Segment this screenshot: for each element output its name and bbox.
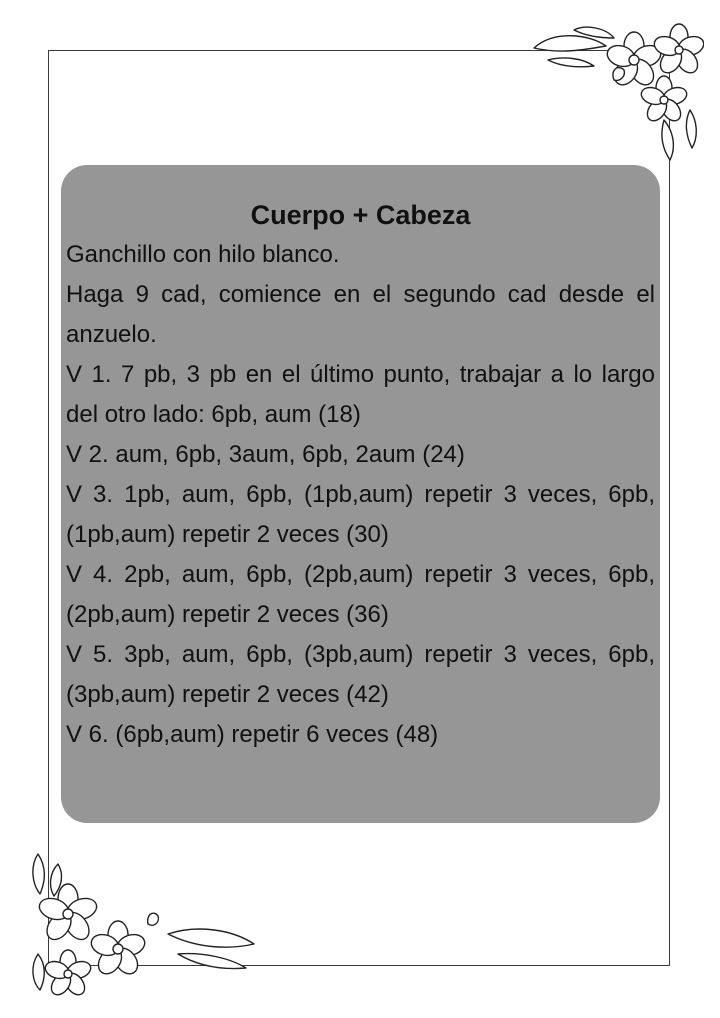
instruction-line: V 2. aum, 6pb, 3aum, 6pb, 2aum (24): [66, 441, 465, 468]
instruction-line: V 1. 7 pb, 3 pb en el último punto, trabajar a lo largo del otro lado: 6pb, aum (18): [66, 361, 655, 428]
floral-corner-top-right-icon: [514, 20, 704, 170]
instructions-card: [61, 165, 660, 823]
instruction-line: Ganchillo con hilo blanco.: [66, 241, 340, 268]
instruction-line: Haga 9 cad, comience en el segundo cad desde el anzuelo.: [66, 281, 655, 348]
floral-corner-bottom-left-icon: [18, 834, 278, 1004]
instruction-line: V 3. 1pb, aum, 6pb, (1pb,aum) repetir 3 veces, 6pb, (1pb,aum) repetir 2 veces (30): [66, 481, 655, 548]
instruction-line: V 4. 2pb, aum, 6pb, (2pb,aum) repetir 3 veces, 6pb, (2pb,aum) repetir 2 veces (36): [66, 561, 655, 628]
instruction-line: V 5. 3pb, aum, 6pb, (3pb,aum) repetir 3 veces, 6pb, (3pb,aum) repetir 2 veces (42): [66, 641, 655, 708]
instruction-line: V 6. (6pb,aum) repetir 6 veces (48): [66, 721, 439, 748]
section-title: Cuerpo + Cabeza: [250, 200, 471, 230]
